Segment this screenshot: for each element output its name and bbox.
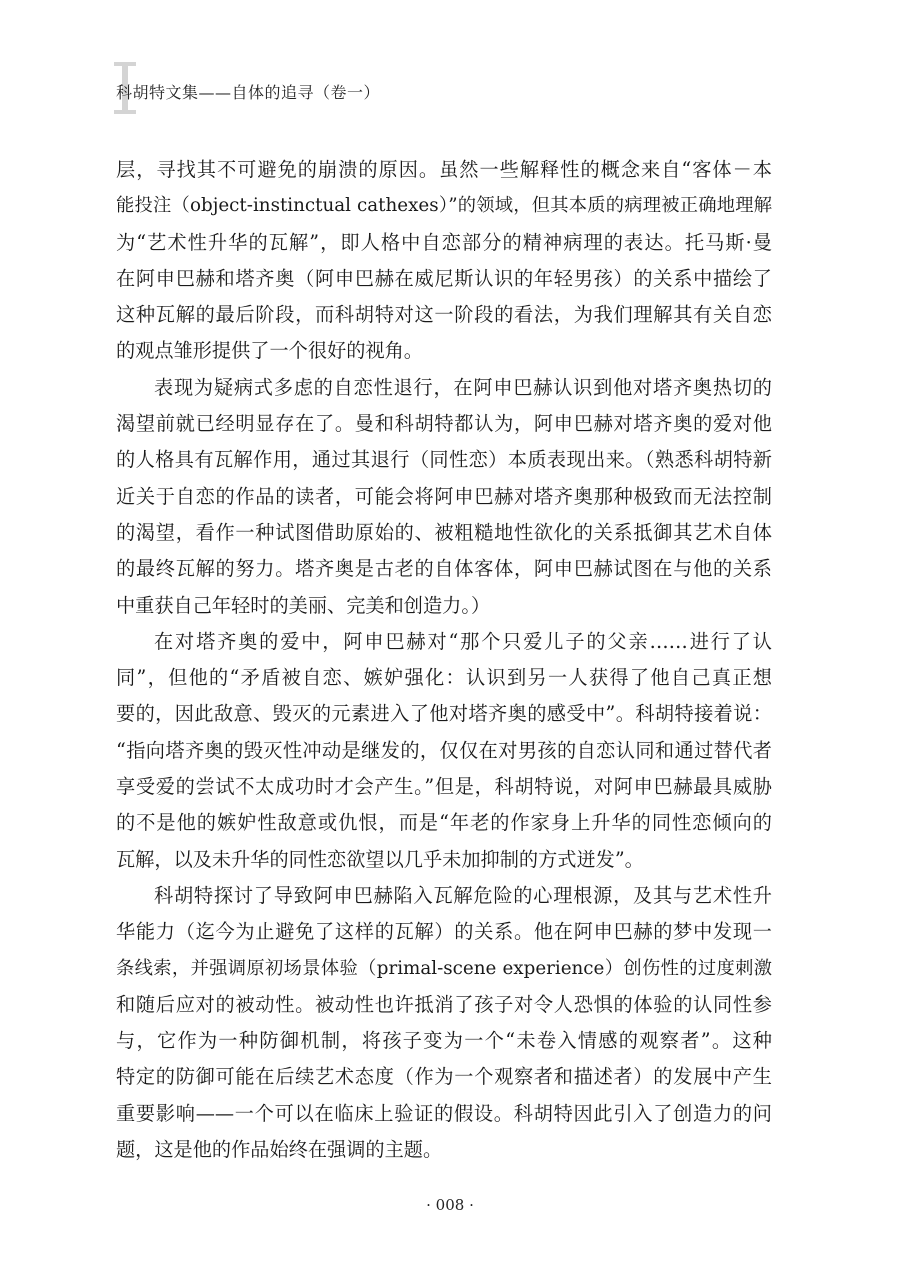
- text-line: 的不是他的嫉妒性敌意或仇恨，而是“年老的作家身上升华的同性恋倾向的: [116, 811, 772, 835]
- text-line: 为“艺术性升华的瓦解”，即人格中自恋部分的精神病理的表达。托马斯·曼: [116, 230, 772, 254]
- text-line: 近关于自恋的作品的读者，可能会将阿申巴赫对塔齐奥那种极致而无法控制: [116, 484, 772, 508]
- text-line: 和随后应对的被动性。被动性也许抵消了孩子对令人恐惧的体验的认同性参: [116, 992, 772, 1016]
- text-line: 同”，但他的“矛盾被自恋、嫉妒强化：认识到另一人获得了他自己真正想: [116, 666, 772, 690]
- text-line: 享受爱的尝试不太成功时才会产生。”但是，科胡特说，对阿申巴赫最具威胁: [116, 775, 772, 799]
- body-text: [116, 152, 772, 1168]
- text-line: 层，寻找其不可避免的崩溃的原因。虽然一些解释性的概念来自“客体－本: [116, 158, 772, 181]
- text-line: 华能力（迄今为止避免了这样的瓦解）的关系。他在阿申巴赫的梦中发现一: [116, 920, 772, 944]
- text-line: 特定的防御可能在后续艺术态度（作为一个观察者和描述者）的发展中产生: [116, 1065, 772, 1089]
- text-line: 重要影响——一个可以在临床上验证的假设。科胡特因此引入了创造力的问: [116, 1101, 772, 1125]
- text-line: 的最终瓦解的努力。塔齐奥是古老的自体客体，阿申巴赫试图在与他的关系: [116, 557, 772, 581]
- text-line: 科胡特探讨了导致阿申巴赫陷入瓦解危险的心理根源，及其与艺术性升: [154, 883, 772, 907]
- text-line: 在阿申巴赫和塔齐奥（阿申巴赫在威尼斯认识的年轻男孩）的关系中描绘了: [116, 266, 772, 290]
- text-line: 能投注（object-instinctual cathexes）”的领域，但其本质的病理被正确地理解: [116, 195, 772, 217]
- text-line: 的渴望，看作一种试图借助原始的、被粗糙地性欲化的关系抵御其艺术自体: [116, 520, 772, 544]
- text-line: 题，这是他的作品始终在强调的主题。: [116, 1138, 443, 1162]
- text-line: 的人格具有瓦解作用，通过其退行（同性恋）本质表现出来。（熟悉科胡特新: [116, 448, 772, 472]
- text-line: 这种瓦解的最后阶段，而科胡特对这一阶段的看法，为我们理解其有关自恋: [116, 303, 772, 327]
- text-line: 渴望前就已经明显存在了。曼和科胡特都认为，阿申巴赫对塔齐奥的爱对他: [116, 412, 772, 436]
- page-number: · 008 ·: [426, 1196, 474, 1214]
- text-line: 条线索，并强调原初场景体验（primal-scene experience）创伤性的过度刺激: [116, 957, 772, 979]
- header-ornament-bottom: [114, 110, 136, 114]
- text-line: 表现为疑病式多虑的自恋性退行，在阿申巴赫认识到他对塔齐奥热切的: [154, 375, 772, 399]
- text-line: 的观点雏形提供了一个很好的视角。: [116, 339, 423, 363]
- text-line: 在对塔齐奥的爱中，阿申巴赫对“那个只爱儿子的父亲……进行了认: [154, 629, 772, 653]
- text-line: 瓦解，以及未升华的同性恋欲望以几乎未加抑制的方式迸发”。: [116, 847, 644, 871]
- text-line: 与，它作为一种防御机制，将孩子变为一个“未卷入情感的观察者”。这种: [116, 1029, 772, 1053]
- text-line: “指向塔齐奥的毁灭性冲动是继发的，仅仅在对男孩的自恋认同和通过替代者: [116, 738, 772, 762]
- text-line: 中重获自己年轻时的美丽、完美和创造力。）: [116, 593, 491, 617]
- running-head: 科胡特文集——自体的追寻（卷一）: [116, 83, 381, 102]
- text-line: 要的，因此敌意、毁灭的元素进入了他对塔齐奥的感受中”。科胡特接着说：: [116, 702, 772, 726]
